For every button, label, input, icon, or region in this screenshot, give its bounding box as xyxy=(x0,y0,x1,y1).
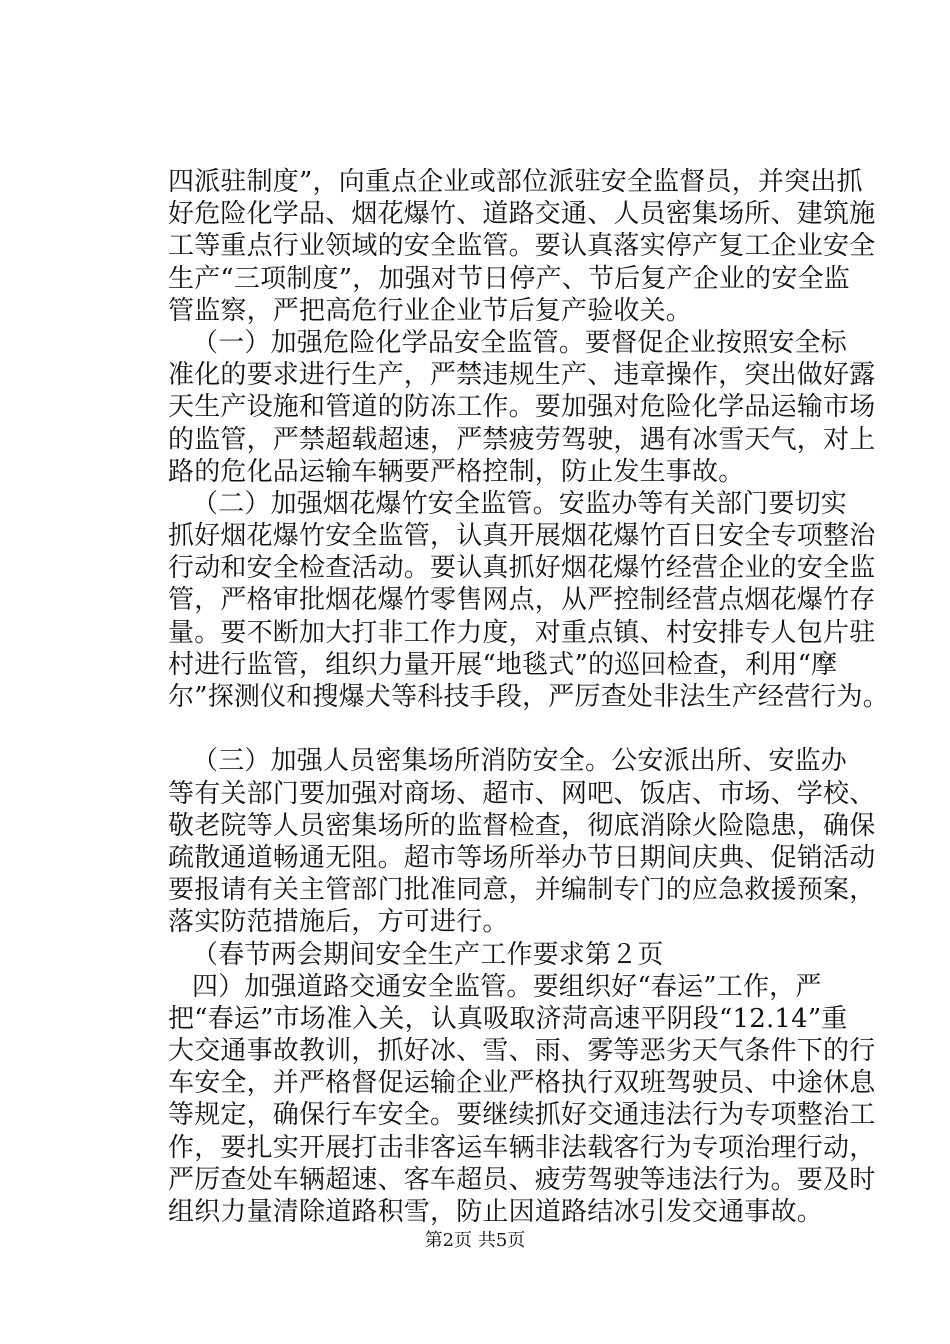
text-line: 大交通事故教训，抓好冰、雪、雨、雾等恶劣天气条件下的行 xyxy=(168,1036,876,1067)
text-line: 管，严格审批烟花爆竹零售网点，从严控制经营点烟花爆竹存 xyxy=(168,585,876,616)
text-line: 管监察，严把高危行业企业节后复产验收关。 xyxy=(168,295,693,326)
text-line: 四派驻制度”，向重点企业或部位派驻安全监督员，并突出抓 xyxy=(168,167,863,197)
text-line: 组织力量清除道路积雪，防止因道路结冰引发交通事故。 xyxy=(168,1197,824,1227)
text-line: 敬老院等人员密集场所的监督检查，彻底消除火险隐患，确保 xyxy=(168,810,876,841)
text-line: 等规定，确保行车安全。要继续抓好交通违法行为专项整治工 xyxy=(168,1100,876,1131)
text-line: 等有关部门要加强对商场、超市、网吧、饭店、市场、学校、 xyxy=(168,778,876,809)
text-line: 的监管，严禁超载超速，严禁疲劳驾驶，遇有冰雪天气，对上 xyxy=(168,424,876,455)
section-heading-line: 四）加强道路交通安全监管。要组织好“春运”工作，严 xyxy=(192,971,822,1002)
document-body xyxy=(168,166,889,1228)
text-line: 抓好烟花爆竹安全监管，认真开展烟花爆竹百日安全专项整治 xyxy=(168,521,876,552)
page-footer xyxy=(0,1226,950,1252)
text-line: 作，要扎实开展打击非客运车辆非法载客行为专项治理行动， xyxy=(168,1132,876,1163)
page-number-label: 第2页 共5页 xyxy=(424,1230,526,1251)
blank-line xyxy=(168,713,858,745)
section-heading-line: （三）加强人员密集场所消防安全。公安派出所、安监办 xyxy=(192,746,848,777)
text-line: 尔”探测仪和搜爆犬等科技手段，严厉查处非法生产经营行为。 xyxy=(168,682,889,712)
text-line: 路的危化品运输车辆要严格控制，防止发生事故。 xyxy=(168,456,745,487)
text-line: 要报请有关主管部门批准同意，并编制专门的应急救援预案， xyxy=(168,875,876,906)
section-heading-line: （二）加强烟花爆竹安全监管。安监办等有关部门要切实 xyxy=(192,488,848,519)
text-line: 行动和安全检查活动。要认真抓好烟花爆竹经营企业的安全监 xyxy=(168,553,876,584)
text-line: 好危险化学品、烟花爆竹、道路交通、人员密集场所、建筑施 xyxy=(168,199,876,230)
text-line: 严厉查处车辆超速、客车超员、疲劳驾驶等违法行为。要及时 xyxy=(168,1164,876,1195)
text-line: 天生产设施和管道的防冻工作。要加强对危险化学品运输市场 xyxy=(168,392,876,423)
text-line: 村进行监管，组织力量开展“地毯式”的巡回检查，利用“摩 xyxy=(168,649,838,680)
section-heading-line: （一）加强危险化学品安全监管。要督促企业按照安全标 xyxy=(192,327,848,358)
text-line: 准化的要求进行生产，严禁违规生产、违章操作，突出做好露 xyxy=(168,360,876,391)
text-line: 生产“三项制度”，加强对节日停产、节后复产企业的安全监 xyxy=(168,263,850,294)
text-line: 工等重点行业领域的安全监管。要认真落实停产复工企业安全 xyxy=(168,231,876,262)
text-line: 落实防范措施后，方可进行。 xyxy=(168,907,509,938)
text-line: 量。要不断加大打非工作力度，对重点镇、村安排专人包片驻 xyxy=(168,617,876,648)
text-line: 车安全，并严格督促运输企业严格执行双班驾驶员、中途休息 xyxy=(168,1068,876,1099)
page-reference-line: （春节两会期间安全生产工作要求第２页 xyxy=(192,939,664,970)
text-line: 疏散通道畅通无阻。超市等场所举办节日期间庆典、促销活动 xyxy=(168,842,876,873)
text-line: 把“春运”市场准入关，认真吸取济菏高速平阴段“12.14”重 xyxy=(168,1003,848,1034)
